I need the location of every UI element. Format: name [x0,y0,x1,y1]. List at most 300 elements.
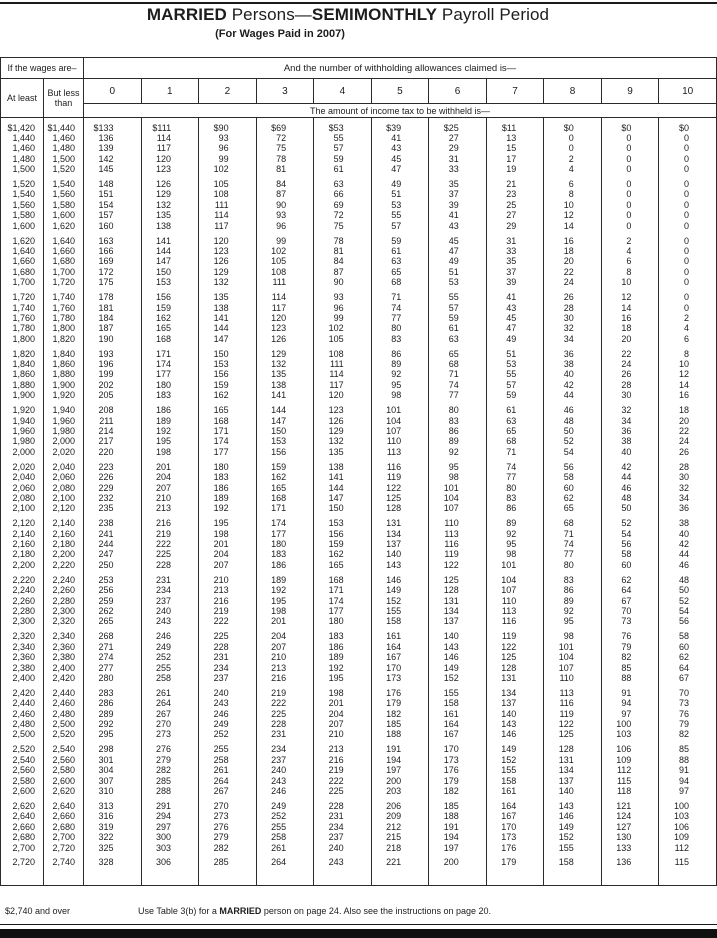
tax-amount-cell: 154 [84,200,142,210]
tax-amount-cell: 146 [371,570,429,585]
table-row [1,493,717,503]
tax-amount-cell: 192 [314,663,372,673]
tax-amount-cell: 93 [314,288,372,303]
tax-amount-cell: 279 [199,832,257,842]
tax-amount-cell: 71 [371,288,429,303]
tax-amount-cell: 132 [199,277,257,287]
tax-amount-cell: 42 [544,380,602,390]
wage-cell: 2,120 [1,514,44,529]
tax-amount-cell: 155 [429,683,487,698]
tax-amount-cell: 107 [544,663,602,673]
tax-amount-cell: 153 [256,436,314,446]
wage-cell: 2,320 [44,616,84,626]
tax-amount-cell: 22 [544,267,602,277]
tax-amount-cell: 84 [314,256,372,266]
wage-cell: 2,600 [44,776,84,786]
table-row [1,288,717,303]
tax-amount-cell: 41 [371,133,429,143]
allowance-col-7: 7 [486,79,544,104]
tax-amount-cell: 127 [601,822,659,832]
tax-amount-cell: 63 [486,416,544,426]
tax-amount-cell: 68 [429,359,487,369]
wage-cell: 2,560 [44,755,84,765]
at-least-header: At least [1,79,44,118]
wage-cell: 1,920 [44,390,84,400]
wage-cell: 2,440 [1,698,44,708]
tax-amount-cell: 110 [371,436,429,446]
tax-amount-cell: 270 [199,796,257,811]
table-row [1,267,717,277]
table-row [1,231,717,246]
tax-amount-cell: 32 [659,483,717,493]
tax-amount-cell: 240 [256,765,314,775]
tax-amount-cell: 94 [601,698,659,708]
wage-cell: 2,540 [1,755,44,765]
tax-amount-cell: 10 [601,277,659,287]
tax-amount-cell: 6 [601,256,659,266]
wage-cell: 1,540 [44,175,84,190]
allowance-col-6: 6 [429,79,487,104]
tax-amount-cell: 222 [199,616,257,626]
tax-amount-cell: 57 [486,380,544,390]
tax-amount-cell: 50 [544,426,602,436]
table-row [1,323,717,333]
table-row [1,719,717,729]
table-row [1,401,717,416]
wage-cell: 1,700 [1,277,44,287]
tax-amount-cell: 258 [256,832,314,842]
wages-header-label: If the wages are– [1,58,84,79]
tax-amount-cell: 98 [486,549,544,559]
wage-cell: 2,040 [44,457,84,472]
tax-amount-cell: 61 [314,164,372,174]
footer-divider [0,924,717,925]
tax-amount-cell: 144 [314,483,372,493]
wage-cell: 2,480 [1,719,44,729]
tax-amount-cell: 55 [314,133,372,143]
tax-amount-cell: 32 [601,401,659,416]
tax-amount-cell: 41 [486,288,544,303]
tax-amount-cell: 114 [141,133,199,143]
tax-amount-cell: 26 [544,288,602,303]
tax-amount-cell: 20 [601,334,659,344]
tax-amount-cell: 111 [314,359,372,369]
tax-amount-cell: 105 [199,175,257,190]
tax-amount-cell: 128 [486,663,544,673]
wage-cell: 1,880 [44,369,84,379]
tax-amount-cell: 219 [256,683,314,698]
tax-amount-cell: 86 [371,344,429,359]
wage-cell: 2,600 [1,786,44,796]
tax-amount-cell: 304 [84,765,142,775]
tax-amount-cell: 156 [314,529,372,539]
tax-amount-cell: 43 [429,221,487,231]
tax-amount-cell: 197 [429,843,487,853]
tax-amount-cell: 259 [84,596,142,606]
wage-cell: 1,860 [1,369,44,379]
tax-amount-cell: 119 [429,549,487,559]
tax-amount-cell: 255 [256,822,314,832]
tax-amount-cell: 150 [314,503,372,513]
empty-cell [371,868,429,886]
tax-amount-cell: 222 [256,698,314,708]
table-row [1,570,717,585]
tax-amount-cell: 132 [256,359,314,369]
wage-cell: 2,440 [44,683,84,698]
tax-amount-cell: 16 [601,313,659,323]
tax-amount-cell: 13 [486,133,544,143]
table-row [1,786,717,796]
footer-note-post: person on page 24. Also see the instructions on page 20. [261,906,492,916]
page-title [147,5,549,25]
tax-amount-cell: 78 [256,154,314,164]
tax-amount-cell: 162 [256,472,314,482]
tax-amount-cell: 18 [659,401,717,416]
tax-amount-cell: 0 [659,189,717,199]
tax-amount-cell: 328 [84,853,142,868]
tax-amount-cell: 30 [544,313,602,323]
tax-amount-cell: 210 [141,493,199,503]
tax-amount-cell: 16 [544,231,602,246]
table-row [1,585,717,595]
tax-amount-cell: 144 [199,323,257,333]
tax-amount-cell: 53 [486,359,544,369]
table-row [1,627,717,642]
tax-amount-cell: 38 [544,359,602,369]
tax-amount-cell: 114 [256,288,314,303]
wage-cell: 2,500 [44,719,84,729]
withholding-table [0,57,717,886]
empty-cell [1,868,44,886]
grid-spacer-row [1,868,717,886]
tax-amount-cell: 97 [659,786,717,796]
wage-cell: 1,460 [44,133,84,143]
tax-amount-cell: $11 [486,118,544,133]
wage-cell: 1,720 [1,288,44,303]
tax-amount-cell: 52 [601,514,659,529]
wage-cell: 2,720 [1,853,44,868]
but-less-than-header: But less than [44,79,84,118]
tax-amount-cell: $90 [199,118,257,133]
tax-amount-cell: 246 [141,627,199,642]
empty-cell [659,868,717,886]
wage-cell: 1,580 [44,200,84,210]
tax-amount-cell: 261 [256,843,314,853]
tax-amount-cell: 201 [199,539,257,549]
wage-cell: 1,880 [1,380,44,390]
table-row [1,416,717,426]
tax-amount-cell: 240 [141,606,199,616]
tax-amount-cell: 216 [256,673,314,683]
top-divider [0,2,717,4]
tax-amount-cell: 186 [314,642,372,652]
tax-amount-cell: 176 [429,765,487,775]
tax-amount-cell: 37 [429,189,487,199]
tax-amount-cell: 82 [601,652,659,662]
wage-cell: 2,120 [44,503,84,513]
tax-amount-cell: 176 [371,683,429,698]
tax-amount-cell: 98 [544,627,602,642]
tax-amount-cell: 74 [371,303,429,313]
tax-amount-cell: 60 [544,483,602,493]
tax-amount-cell: 174 [199,436,257,446]
tax-amount-cell: 183 [141,390,199,400]
tax-amount-cell: 114 [314,369,372,379]
tax-amount-cell: 150 [256,426,314,436]
tax-amount-cell: 301 [84,755,142,765]
tax-amount-cell: 222 [314,776,372,786]
tax-amount-cell: 94 [659,776,717,786]
tax-amount-cell: 163 [84,231,142,246]
tax-amount-cell: 188 [429,811,487,821]
tax-amount-cell: 43 [486,303,544,313]
tax-amount-cell: 89 [544,596,602,606]
tax-amount-cell: 228 [256,719,314,729]
tax-amount-cell: 267 [199,786,257,796]
tax-amount-cell: 72 [314,210,372,220]
tax-amount-cell: 223 [84,457,142,472]
tax-amount-cell: 34 [601,416,659,426]
tax-amount-cell: 81 [256,164,314,174]
tax-amount-cell: 74 [544,539,602,549]
tax-amount-cell: 264 [256,853,314,868]
tax-amount-cell: 186 [141,401,199,416]
table-row [1,673,717,683]
tax-amount-cell: 141 [199,313,257,323]
table-row [1,755,717,765]
tax-amount-cell: 121 [601,796,659,811]
tax-amount-cell: 289 [84,709,142,719]
wage-cell: 2,560 [1,765,44,775]
tax-amount-cell: 109 [659,832,717,842]
tax-amount-cell: 297 [141,822,199,832]
tax-amount-cell: 110 [429,514,487,529]
wage-cell: 1,640 [1,246,44,256]
wage-cell: 1,600 [44,210,84,220]
tax-amount-cell: 146 [486,729,544,739]
wage-cell: 2,640 [44,796,84,811]
tax-amount-cell: 8 [544,189,602,199]
wage-cell: 1,580 [1,210,44,220]
table-row [1,344,717,359]
tax-amount-cell: 282 [141,765,199,775]
tax-amount-cell: 68 [544,514,602,529]
tax-amount-cell: 135 [141,210,199,220]
wage-cell: 2,520 [1,740,44,755]
tax-amount-cell: 100 [659,796,717,811]
tax-amount-cell: 160 [84,221,142,231]
tax-amount-cell: 231 [256,729,314,739]
header-row-3 [1,104,717,118]
tax-amount-cell: 146 [544,811,602,821]
tax-amount-cell: 137 [486,698,544,708]
footer-note-married: MARRIED [219,906,262,916]
tax-amount-cell: 64 [659,663,717,673]
tax-amount-cell: 244 [84,539,142,549]
tax-amount-cell: 48 [544,416,602,426]
tax-amount-cell: 104 [429,493,487,503]
amount-header-label: The amount of income tax to be withheld is— [84,104,717,118]
wage-cell: 2,280 [1,606,44,616]
tax-amount-cell: $69 [256,118,314,133]
wage-cell: 1,740 [1,303,44,313]
tax-amount-cell: 71 [486,447,544,457]
tax-amount-cell: 73 [601,616,659,626]
tax-amount-cell: 0 [601,200,659,210]
tax-amount-cell: 102 [256,246,314,256]
wage-cell: 1,560 [1,200,44,210]
tax-amount-cell: 253 [84,570,142,585]
tax-amount-cell: 122 [544,719,602,729]
tax-amount-cell: 162 [314,549,372,559]
allowance-col-5: 5 [371,79,429,104]
tax-amount-cell: 38 [601,436,659,446]
tax-amount-cell: 171 [199,426,257,436]
tax-amount-cell: 106 [659,822,717,832]
tax-amount-cell: 43 [371,143,429,153]
table-row [1,796,717,811]
wage-cell: 2,300 [1,616,44,626]
tax-amount-cell: 198 [314,683,372,698]
tax-amount-cell: 159 [141,303,199,313]
tax-amount-cell: 208 [84,401,142,416]
wage-cell: 1,940 [1,416,44,426]
tax-amount-cell: 78 [314,231,372,246]
tax-amount-cell: 42 [601,457,659,472]
tax-amount-cell: 42 [659,539,717,549]
tax-amount-cell: 222 [141,539,199,549]
wage-cell: 2,480 [44,709,84,719]
allowance-col-0: 0 [84,79,142,104]
tax-amount-cell: 191 [429,822,487,832]
bottom-bar [0,929,717,938]
tax-amount-cell: 55 [486,369,544,379]
tax-amount-cell: 30 [659,472,717,482]
tax-amount-cell: 225 [256,709,314,719]
tax-amount-cell: 80 [429,401,487,416]
tax-amount-cell: 180 [256,539,314,549]
tax-amount-cell: 107 [486,585,544,595]
tax-amount-cell: 49 [486,334,544,344]
tax-amount-cell: 183 [256,549,314,559]
tax-amount-cell: 295 [84,729,142,739]
tax-amount-cell: 12 [659,369,717,379]
wage-cell: 2,100 [44,493,84,503]
footer-note [138,906,491,916]
tax-amount-cell: $0 [601,118,659,133]
wage-cell: 1,980 [44,426,84,436]
wage-cell: 1,840 [44,344,84,359]
tax-amount-cell: 28 [601,380,659,390]
tax-amount-cell: 46 [544,401,602,416]
tax-amount-cell: 16 [659,390,717,400]
tax-amount-cell: 134 [371,529,429,539]
tax-amount-cell: 83 [371,334,429,344]
tax-amount-cell: 273 [141,729,199,739]
tax-amount-cell: 57 [429,303,487,313]
tax-amount-cell: 204 [256,627,314,642]
wage-cell: 2,420 [44,673,84,683]
tax-amount-cell: 49 [429,256,487,266]
tax-amount-cell: 210 [199,570,257,585]
tax-amount-cell: 12 [601,288,659,303]
tax-amount-cell: 159 [199,380,257,390]
tax-amount-cell: 174 [314,596,372,606]
tax-amount-cell: 54 [659,606,717,616]
wage-cell: 2,240 [1,585,44,595]
tax-amount-cell: 165 [314,560,372,570]
wage-cell: 2,700 [44,832,84,842]
wage-cell: 1,520 [1,175,44,190]
tax-amount-cell: 194 [371,755,429,765]
tax-amount-cell: 156 [256,447,314,457]
wage-cell: 2,720 [44,843,84,853]
tax-amount-cell: 165 [141,323,199,333]
wage-cell: 2,000 [44,436,84,446]
tax-amount-cell: 34 [544,334,602,344]
wage-cell: 1,680 [44,256,84,266]
tax-amount-cell: 165 [256,483,314,493]
tax-amount-cell: 44 [601,472,659,482]
tax-amount-cell: 90 [256,200,314,210]
tax-amount-cell: 25 [486,200,544,210]
tax-amount-cell: 67 [659,673,717,683]
tax-amount-cell: 6 [659,334,717,344]
tax-amount-cell: 130 [601,832,659,842]
tax-amount-cell: 276 [141,740,199,755]
table-row [1,765,717,775]
tax-amount-cell: 152 [486,755,544,765]
tax-amount-cell: 216 [314,755,372,765]
tax-amount-cell: 168 [199,416,257,426]
wage-cell: 1,800 [1,334,44,344]
tax-amount-cell: 273 [199,811,257,821]
tax-amount-cell: 0 [601,189,659,199]
allowance-col-2: 2 [199,79,257,104]
wage-cell: 2,620 [1,796,44,811]
tax-amount-cell: 183 [314,627,372,642]
tax-amount-cell: 31 [429,154,487,164]
tax-amount-cell: 158 [429,698,487,708]
tax-amount-cell: 21 [486,175,544,190]
tax-amount-cell: 155 [486,765,544,775]
tax-amount-cell: 0 [659,267,717,277]
tax-amount-cell: 141 [256,390,314,400]
tax-amount-cell: 243 [314,853,372,868]
tax-amount-cell: 177 [256,529,314,539]
tax-amount-cell: 28 [659,457,717,472]
tax-amount-cell: 0 [659,164,717,174]
table-header [1,58,717,118]
table-row [1,277,717,287]
tax-amount-cell: 101 [371,401,429,416]
wage-cell: 2,460 [44,698,84,708]
tax-amount-cell: 125 [429,570,487,585]
tax-amount-cell: 126 [199,256,257,266]
table-row [1,164,717,174]
tax-amount-cell: 149 [429,663,487,673]
tax-amount-cell: 101 [429,483,487,493]
tax-amount-cell: 310 [84,786,142,796]
table-row [1,313,717,323]
tax-amount-cell: 140 [429,627,487,642]
tax-amount-cell: 147 [256,416,314,426]
wage-cell: 2,400 [1,673,44,683]
tax-amount-cell: 262 [84,606,142,616]
wage-cell: 1,680 [1,267,44,277]
tax-amount-cell: 274 [84,652,142,662]
tax-amount-cell: 83 [429,416,487,426]
